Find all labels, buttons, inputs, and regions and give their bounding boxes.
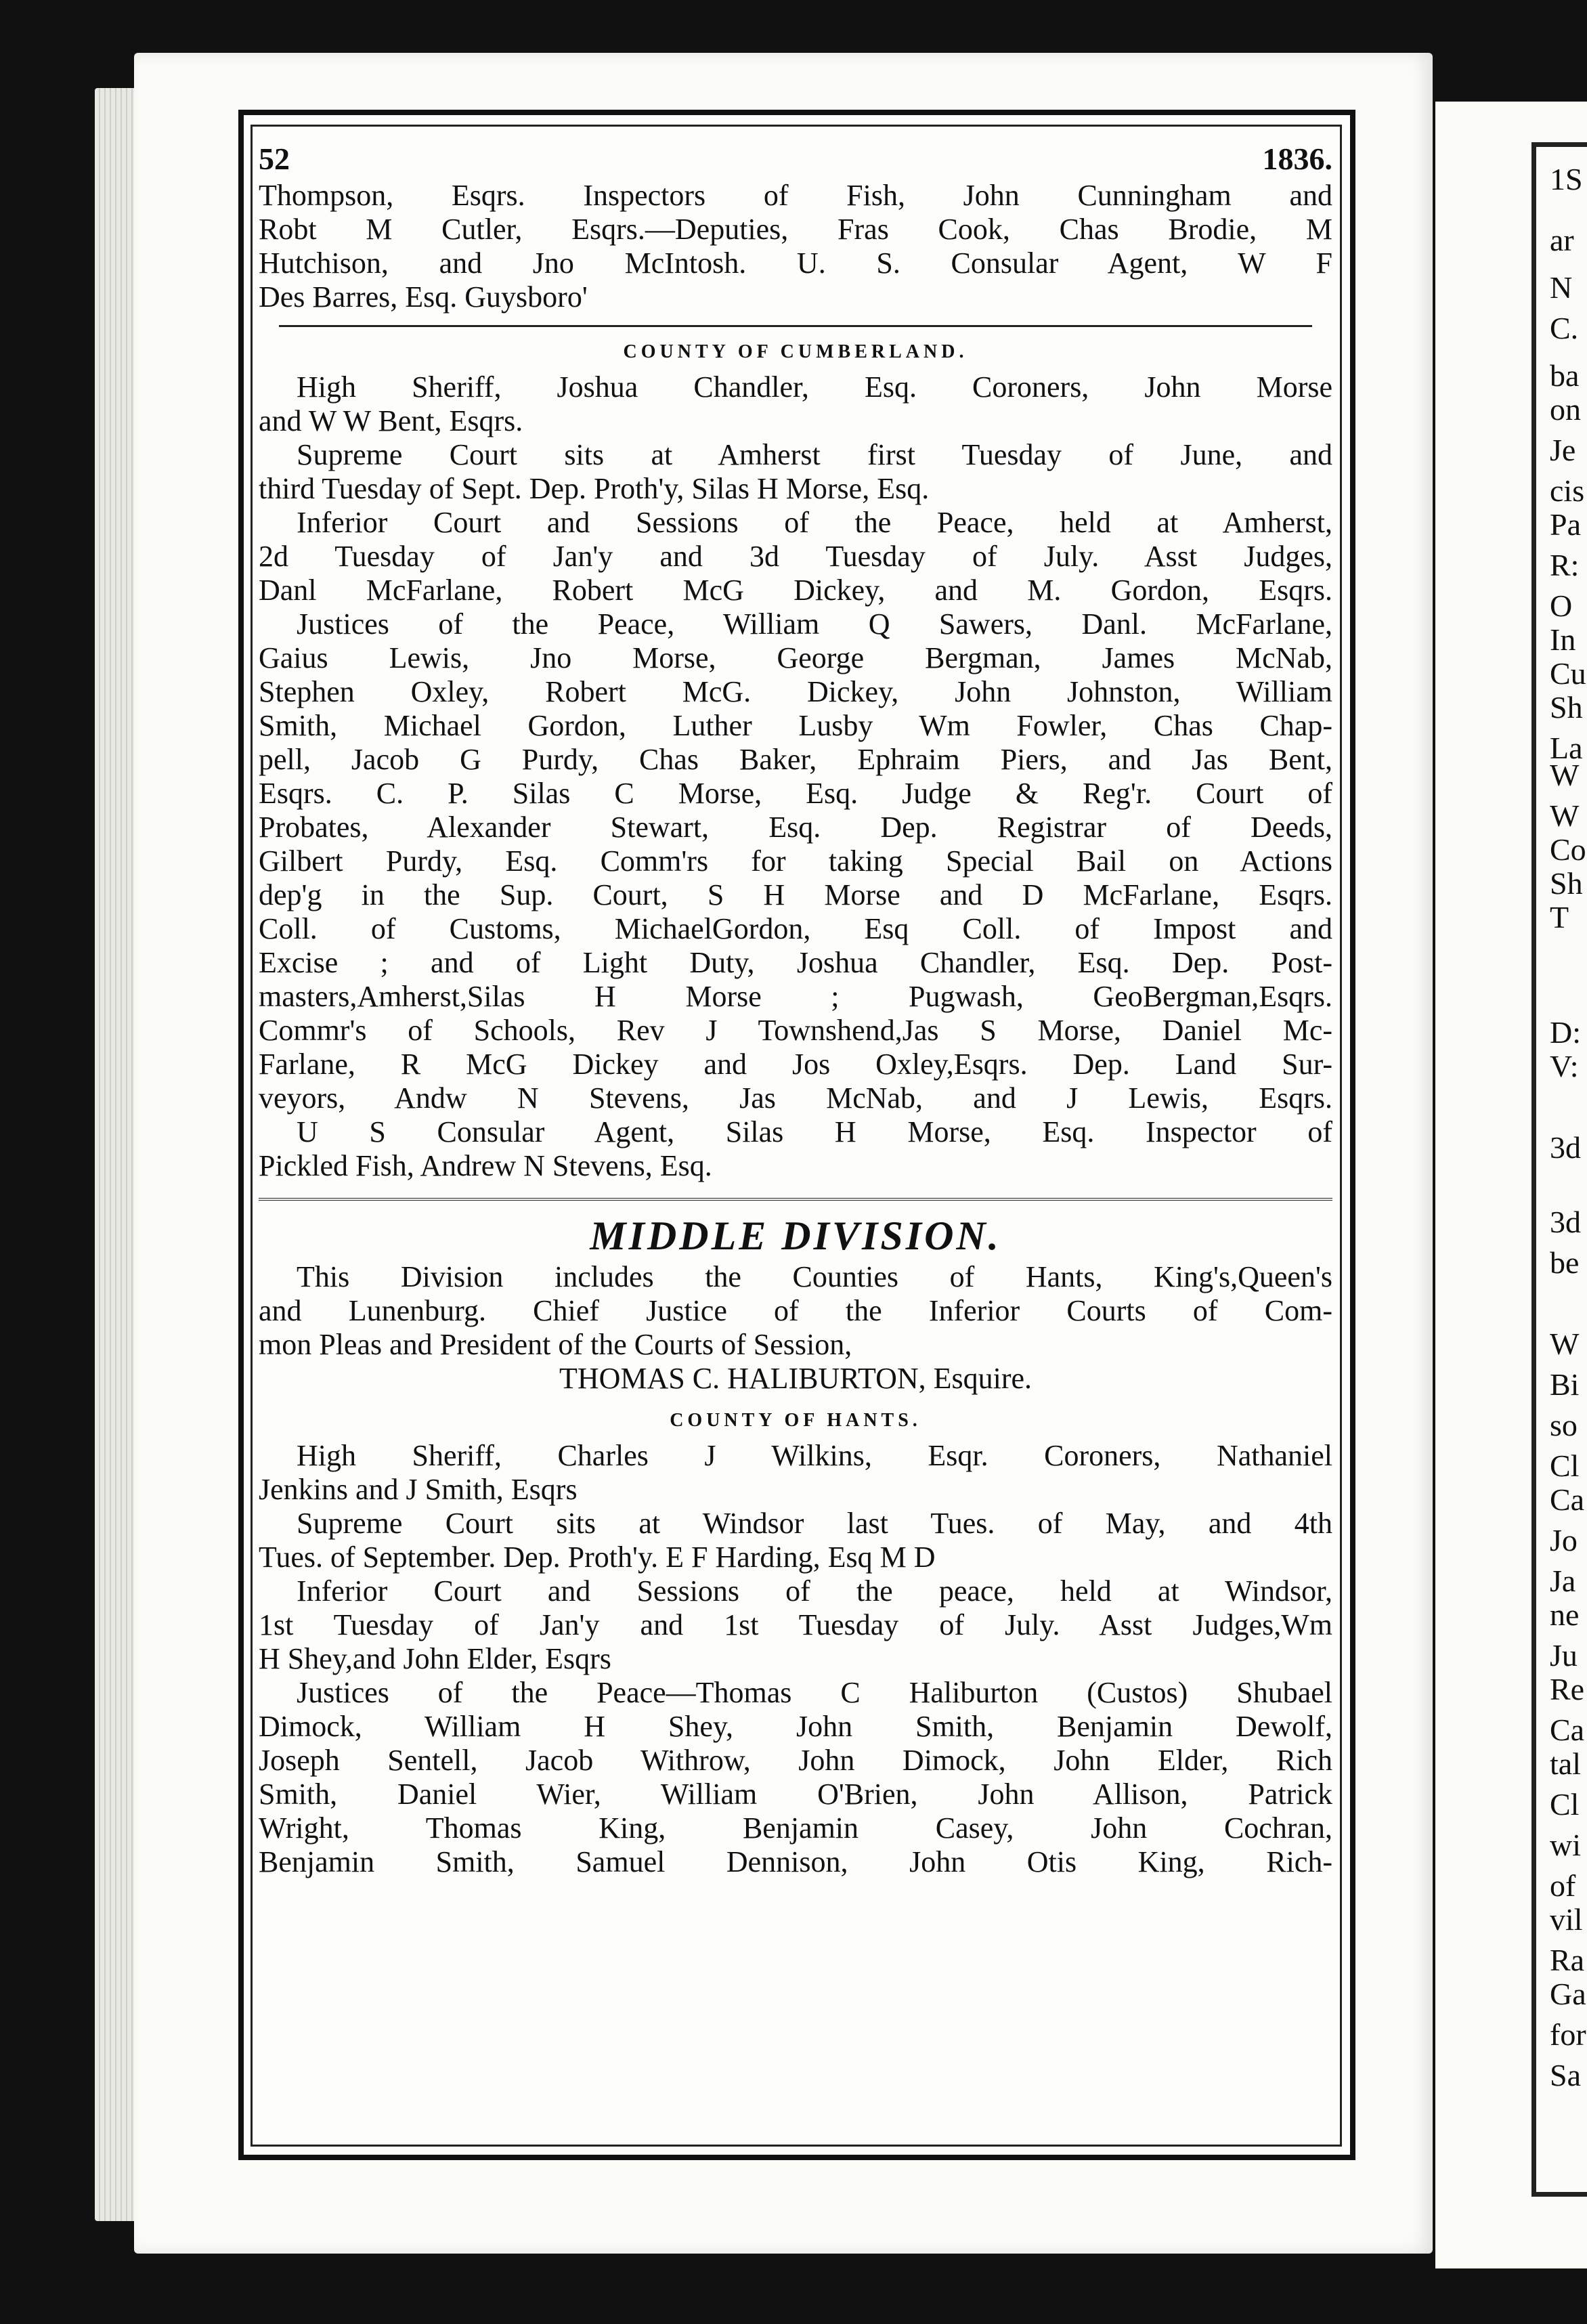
facing-page-fragment: tal <box>1550 1746 1581 1781</box>
facing-page-fragment: D: <box>1550 1015 1581 1050</box>
facing-page-fragment: Ju <box>1550 1638 1578 1673</box>
text-line: pell, Jacob G Purdy, Chas Baker, Ephraim Piers, and Jas Bent, <box>259 743 1332 776</box>
facing-page-fragment: ne <box>1550 1597 1580 1632</box>
hants-section <box>259 1439 1332 1879</box>
cumberland-section <box>259 370 1332 1183</box>
facing-page-fragment: W <box>1550 1327 1580 1361</box>
text-line: Danl McFarlane, Robert McG Dickey, and M. Gordon, Esqrs. <box>259 574 1332 607</box>
facing-page-column <box>1531 142 1587 2197</box>
facing-page-fragment: 3d <box>1550 1130 1581 1165</box>
text-line: Supreme Court sits at Amherst first Tuesday of June, and <box>297 438 1332 471</box>
text-line: and Lunenburg. Chief Justice of the Inferior Courts of Com- <box>259 1294 1332 1327</box>
chief-justice-name: THOMAS C. HALIBURTON, Esquire. <box>559 1362 1032 1395</box>
text-line: Inferior Court and Sessions of the Peace, held at Amherst, <box>297 506 1332 539</box>
text-line: Supreme Court sits at Windsor last Tues. of May, and 4th <box>297 1507 1332 1540</box>
facing-page-fragment: for <box>1550 2017 1586 2052</box>
text-line: Tues. of September. Dep. Proth'y. E F Harding, Esq M D <box>259 1541 936 1574</box>
text-line: masters,Amherst,Silas H Morse ; Pugwash, GeoBergman,Esqrs. <box>259 980 1332 1013</box>
facing-page-fragment: Pa <box>1550 507 1581 542</box>
facing-page-fragment: Ca <box>1550 1482 1585 1517</box>
division-rule <box>259 1198 1332 1203</box>
facing-page-fragment: of <box>1550 1868 1576 1903</box>
text-line: mon Pleas and President of the Courts of Session, <box>259 1328 852 1361</box>
text-line: and W W Bent, Esqrs. <box>259 404 523 437</box>
facing-page-fragment: Ja <box>1550 1564 1576 1598</box>
facing-page-fragment: so <box>1550 1408 1578 1442</box>
facing-page-fragment: O <box>1550 588 1573 623</box>
facing-page-fragment: wi <box>1550 1828 1581 1862</box>
facing-page-fragment: W <box>1550 758 1580 792</box>
facing-page-fragment: R: <box>1550 548 1580 582</box>
text-line: Probates, Alexander Stewart, Esq. Dep. Registrar of Deeds, <box>259 811 1332 844</box>
text-line: Esqrs. C. P. Silas C Morse, Esq. Judge & Reg'r. Court of <box>259 777 1332 810</box>
text-line: Des Barres, Esq. Guysboro' <box>259 280 588 314</box>
text-line: third Tuesday of Sept. Dep. Proth'y, Silas H Morse, Esq. <box>259 472 930 505</box>
facing-page-fragment: be <box>1550 1245 1580 1280</box>
facing-page-fragment: on <box>1550 392 1581 427</box>
text-line: veyors, Andw N Stevens, Jas McNab, and J Lewis, Esqrs. <box>259 1081 1332 1115</box>
text-line: Gaius Lewis, Jno Morse, George Bergman, James McNab, <box>259 641 1332 674</box>
text-line: Jenkins and J Smith, Esqrs <box>259 1473 578 1506</box>
county-heading: COUNTY OF CUMBERLAND. <box>623 341 968 362</box>
facing-page-fragment: V: <box>1550 1049 1579 1083</box>
facing-page-fragment: Ra <box>1550 1943 1585 1977</box>
running-header <box>259 142 1332 179</box>
facing-page-fragment: Bi <box>1550 1367 1580 1402</box>
text-line: 2d Tuesday of Jan'y and 3d Tuesday of July. Asst Judges, <box>259 540 1332 573</box>
text-line: Wright, Thomas King, Benjamin Casey, John Cochran, <box>259 1811 1332 1845</box>
text-line: Justices of the Peace—Thomas C Haliburton (Custos) Shubael <box>297 1676 1332 1709</box>
facing-page-fragment: La <box>1550 731 1583 765</box>
text-line: Stephen Oxley, Robert McG. Dickey, John Johnston, William <box>259 675 1332 708</box>
text-line: Hutchison, and Jno McIntosh. U. S. Consular Agent, W F <box>259 246 1332 280</box>
text-line: This Division includes the Counties of Hants, King's,Queen's <box>297 1260 1332 1293</box>
facing-page-fragment: W <box>1550 798 1580 833</box>
facing-page-fragment: cis <box>1550 473 1585 508</box>
year: 1836. <box>1262 142 1332 176</box>
text-line: High Sheriff, Charles J Wilkins, Esqr. Coroners, Nathaniel <box>297 1439 1332 1472</box>
text-line: Commr's of Schools, Rev J Townshend,Jas S Morse, Daniel Mc- <box>259 1014 1332 1047</box>
text-line: Excise ; and of Light Duty, Joshua Chandler, Esq. Dep. Post- <box>259 946 1332 979</box>
text-line: Robt M Cutler, Esqrs.—Deputies, Fras Cook, Chas Brodie, M <box>259 213 1332 246</box>
text-line: Justices of the Peace, William Q Sawers, Danl. McFarlane, <box>297 607 1332 641</box>
top-block <box>259 179 1332 314</box>
text-line: Farlane, R McG Dickey and Jos Oxley,Esqrs. Dep. Land Sur- <box>259 1048 1332 1081</box>
text-line: 1st Tuesday of Jan'y and 1st Tuesday of July. Asst Judges,Wm <box>259 1608 1332 1641</box>
text-line: Inferior Court and Sessions of the peace, held at Windsor, <box>297 1574 1332 1608</box>
page-number: 52 <box>259 142 290 176</box>
facing-page-fragment: Je <box>1550 433 1576 467</box>
middle-division-intro <box>259 1260 1332 1396</box>
facing-page-fragment: vil <box>1550 1902 1583 1937</box>
text-line: Pickled Fish, Andrew N Stevens, Esq. <box>259 1149 712 1182</box>
division-heading: MIDDLE DIVISION. <box>590 1213 1001 1258</box>
facing-page-fragment: ba <box>1550 358 1580 393</box>
printed-page-frame <box>238 110 1355 2160</box>
facing-page-fragment: ar <box>1550 223 1574 257</box>
facing-page-fragment: Jo <box>1550 1523 1578 1557</box>
facing-page-fragment: Sa <box>1550 2058 1581 2092</box>
text-line: Dimock, William H Shey, John Smith, Benjamin Dewolf, <box>259 1710 1332 1743</box>
facing-page-fragment: Co <box>1550 832 1586 867</box>
facing-page-fragment: Sh <box>1550 866 1583 901</box>
text-line: High Sheriff, Joshua Chandler, Esq. Coroners, John Morse <box>297 370 1332 404</box>
text-line: H Shey,and John Elder, Esqrs <box>259 1642 611 1675</box>
facing-page-fragment: Sh <box>1550 690 1583 725</box>
facing-page-fragment: C. <box>1550 311 1579 345</box>
text-line: U S Consular Agent, Silas H Morse, Esq. Inspector of <box>297 1115 1332 1148</box>
facing-page-fragment: Cl <box>1550 1448 1580 1483</box>
text-line: Gilbert Purdy, Esq. Comm'rs for taking Special Bail on Actions <box>259 844 1332 878</box>
text-line: dep'g in the Sup. Court, S H Morse and D McFarlane, Esqrs. <box>259 878 1332 911</box>
facing-page-fragment: Ca <box>1550 1713 1585 1747</box>
facing-page-fragment: Cu <box>1550 656 1586 691</box>
text-line: Joseph Sentell, Jacob Withrow, John Dimock, John Elder, Rich <box>259 1744 1332 1777</box>
facing-page-fragment: 3d <box>1550 1205 1581 1239</box>
section-rule <box>279 325 1312 327</box>
text-line: Coll. of Customs, MichaelGordon, Esq Coll. of Impost and <box>259 912 1332 945</box>
page-content <box>259 142 1332 1879</box>
facing-page-fragment: In <box>1550 622 1576 657</box>
text-line: Thompson, Esqrs. Inspectors of Fish, John Cunningham and <box>259 179 1332 212</box>
facing-page-fragment: N <box>1550 270 1573 305</box>
facing-page-fragment: T <box>1550 900 1569 934</box>
facing-page-fragment: Re <box>1550 1672 1585 1706</box>
county-heading: COUNTY OF HANTS. <box>670 1410 921 1431</box>
facing-page-fragment: Ga <box>1550 1977 1586 2011</box>
text-line: Benjamin Smith, Samuel Dennison, John Otis King, Rich- <box>259 1845 1332 1878</box>
facing-page-fragment: 1S <box>1550 162 1583 196</box>
facing-page-fragment: Cl <box>1550 1787 1580 1822</box>
text-line: Smith, Daniel Wier, William O'Brien, John Allison, Patrick <box>259 1778 1332 1811</box>
text-line: Smith, Michael Gordon, Luther Lusby Wm Fowler, Chas Chap- <box>259 709 1332 742</box>
